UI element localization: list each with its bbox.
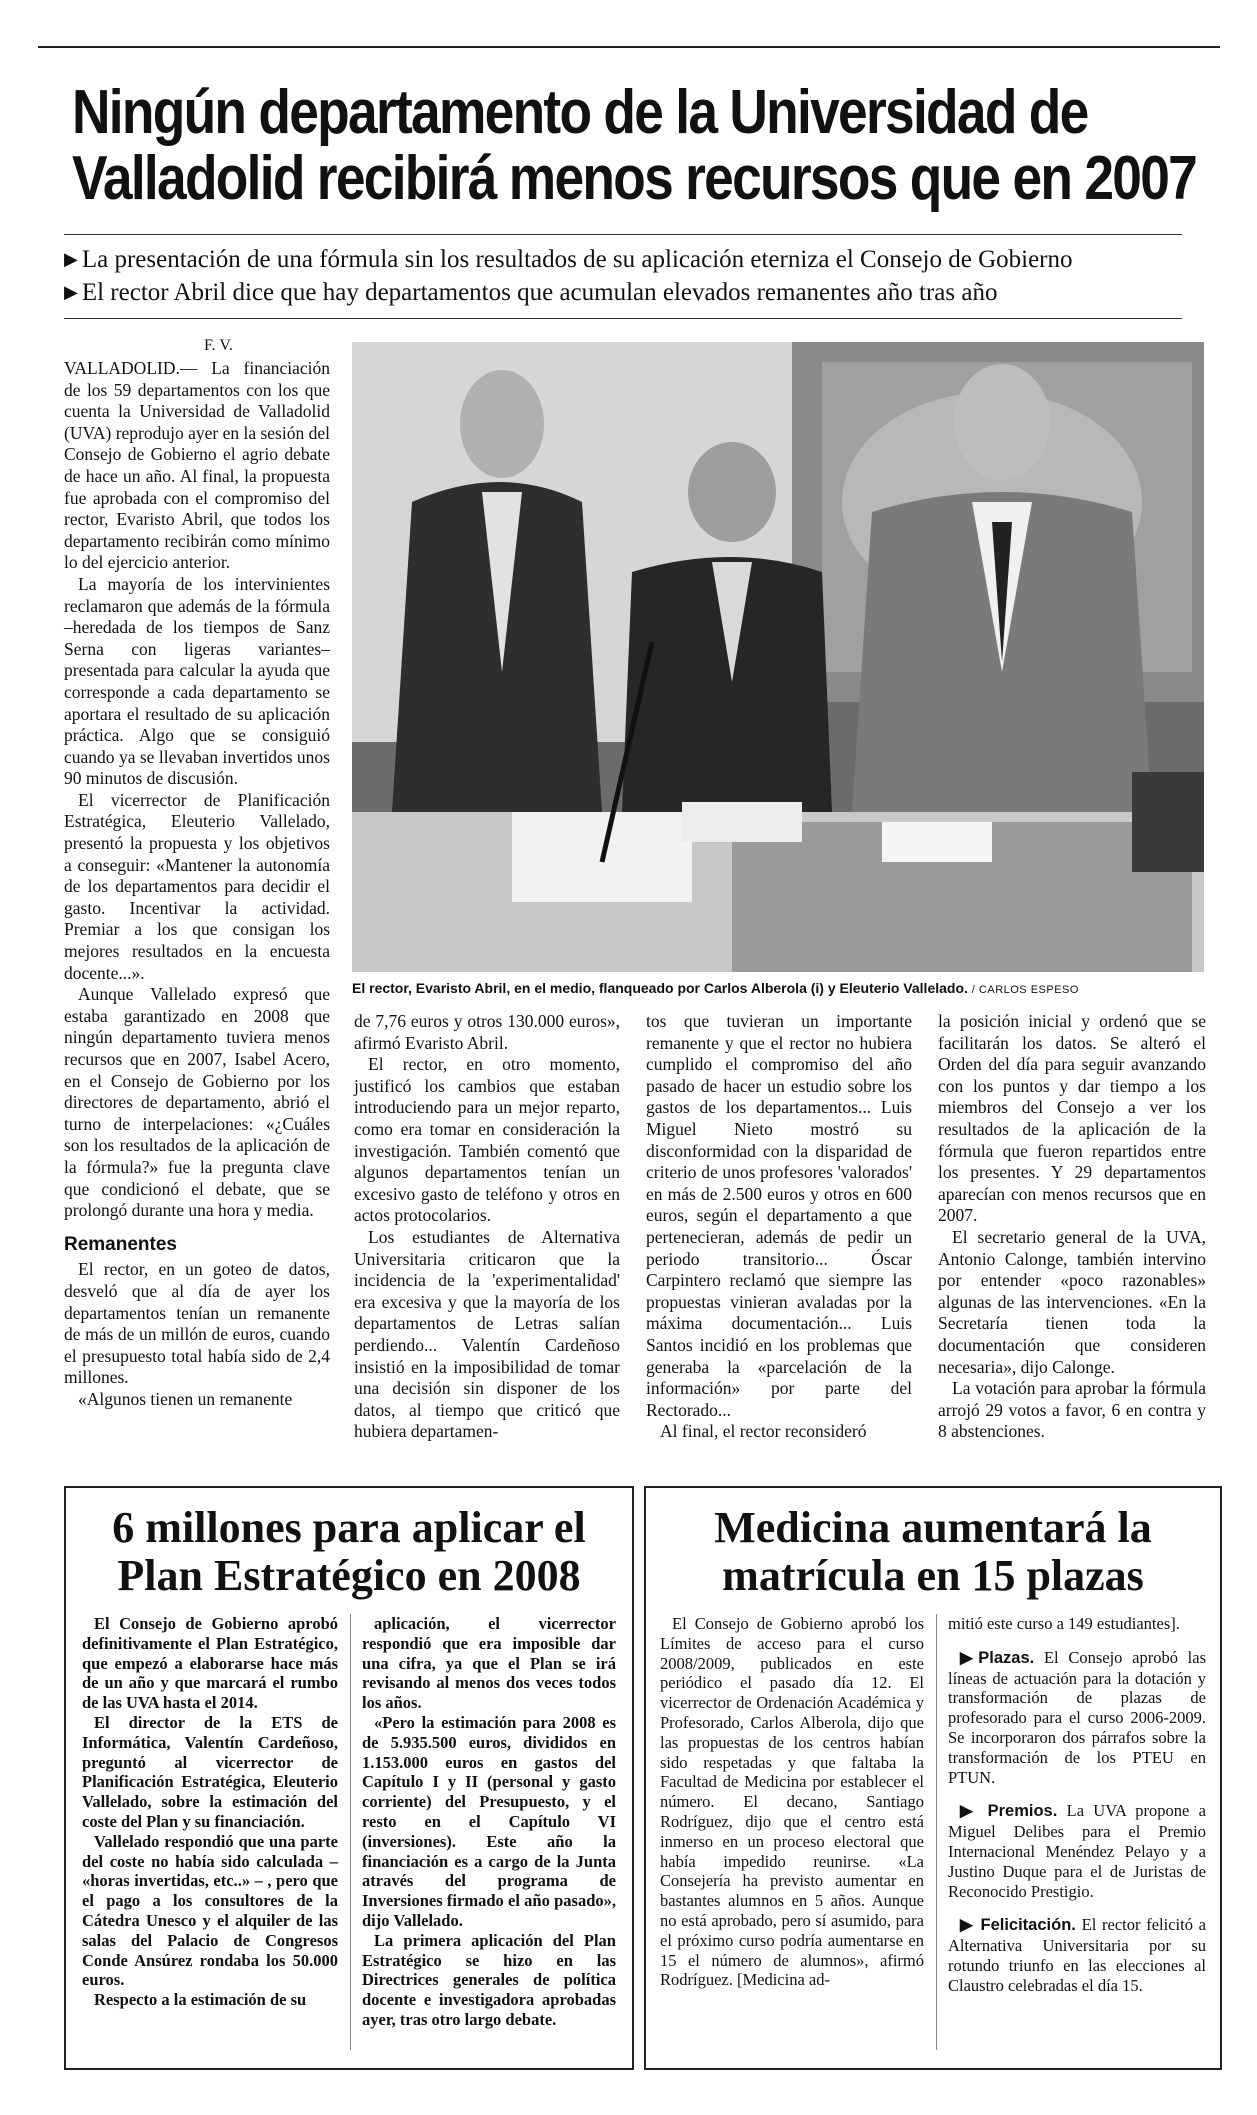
subhead-rule-bottom xyxy=(64,318,1182,319)
paragraph: Al final, el rector reconsideró xyxy=(660,1421,867,1442)
subheads xyxy=(64,244,1214,310)
paragraph: «Algunos tienen un remanente xyxy=(78,1388,293,1409)
bullet-text: El rector felicitó a Alternativa Universitaria por su rotundo triunfo en las elecciones al Claustro celebradas el día 15. xyxy=(948,1915,1207,1995)
box-title-line-2: matrícula en 15 plazas xyxy=(722,1551,1144,1600)
news-photo xyxy=(352,342,1204,972)
paragraph: VALLADOLID.— La financiación de los 59 departamentos con los que cuenta la Universidad de Valladolid (UVA) reprodujo ayer en la sesión del Consejo de Gobierno el agrio debate de hace un año. Al final, la propuesta fue aprobada con el compromiso del rector, Evaristo Abril, que todos los departamento recibirán como mínimo lo del ejercicio anterior. xyxy=(64,358,330,573)
paragraph: Los estudiantes de Alternativa Universitaria criticaron que la incidencia de la 'experimentalidad' era excesiva y que la mayoría de los departamentos de Letras salían perdiendo... Valentín Cardeñoso insistió en la imposibilidad de tomar una decisión sin disponer de los datos, al tiempo que criticó que hubiera departamen- xyxy=(354,1226,620,1442)
article-column-2 xyxy=(354,1011,620,1443)
photo-credit: / CARLOS ESPESO xyxy=(971,984,1079,996)
paragraph: El secretario general de la UVA, Antonio Calonge, también intervino por entender «poco razonables» algunas de las intervenciones. «En la Secretaría tienen toda la documentación que consideren necesaria», dijo Calonge. xyxy=(938,1226,1206,1377)
article-column-4 xyxy=(938,1011,1206,1443)
article-column-1 xyxy=(64,358,330,1411)
caption-text: El rector, Evaristo Abril, en el medio, flanqueado por Carlos Alberola (i) y Eleuterio Vallelado. xyxy=(352,980,968,996)
paragraph: Vallelado respondió que una parte del coste no había sido calculada – «horas invertidas, etc..» – , pero que el pago a los consultores de la Cátedra Unesco y el alquiler de las salas del Palacio de Congresos Conde Ansúrez rondaba los 50.000 euros. xyxy=(82,1831,338,1990)
article-column-3 xyxy=(646,1011,912,1443)
sidebar-box-plan-estrategico xyxy=(64,1486,634,2070)
paragraph: de 7,76 euros y otros 130.000 euros», afirmó Evaristo Abril. xyxy=(354,1011,620,1053)
paragraph: El vicerrector de Planificación Estratégica, Eleuterio Vallelado, presentó la propuesta y los objetivos a conseguir: «Mantener la autonomía de los departamentos para decidir el gasto. Incentivar la actividad. Premiar a los que consigan los mejores resultados en la encuesta docente...». xyxy=(64,789,330,983)
bullet-plazas xyxy=(948,1648,1206,1788)
paragraph: El rector, en otro momento, justificó los cambios que estaban introduciendo para un mejor reparto, como era tomar en consideración la investigación. También comentó que algunos departamentos tenían un excesivo gasto de teléfono y otros en actos protocolarios. xyxy=(354,1054,620,1226)
paragraph: La mayoría de los intervinientes reclamaron que además de la fórmula –heredada de los tiempos de Sanz Serna con ligeras variantes– presentada para calcular la ayuda que corresponde a cada departamento se aportara el resultado de su aplicación práctica. Algo que se consiguió cuando ya se llevaban invertidos unos 90 minutos de discusión. xyxy=(64,573,330,789)
bullet-label: Plazas. xyxy=(978,1648,1035,1667)
arrow-icon: ▶ xyxy=(960,1802,988,1821)
subhead-rule-top xyxy=(64,234,1182,235)
box-title-line-1: Medicina aumentará la xyxy=(714,1503,1152,1552)
paragraph: aplicación, el vicerrector respondió que era imposible dar una cifra, ya que el Plan se irá revisando al menos dos veces todos los años. xyxy=(362,1614,616,1713)
box-column-2 xyxy=(948,1614,1206,1996)
paragraph: El director de la ETS de Informática, Valentín Cardeñoso, preguntó al vicerrector de Planificación Estratégica, Eleuterio Vallelado, sobre la estimación del coste del Plan y su financiación. xyxy=(82,1712,338,1831)
headline-line-2: Valladolid recibirá menos recursos que en 2007 xyxy=(72,144,1197,213)
bullet-premios xyxy=(948,1801,1206,1901)
photo-caption xyxy=(352,980,1212,996)
column-divider xyxy=(936,1614,937,2050)
bullet-label: Felicitación. xyxy=(980,1916,1076,1935)
paragraph: Aunque Vallelado expresó que estaba garantizado en 2008 que ningún departamento tuviera menos recursos que en 2007, Isabel Acero, en el Consejo de Gobierno por los directores de departamento, abrió el turno de interpelaciones: «¿Cuáles son los resultados de la aplicación de la fórmula?» fue la pregunta clave que condicionó el debate, que se prolongó durante una hora y media. xyxy=(64,984,330,1221)
arrow-icon: ▶ xyxy=(960,1916,981,1935)
bullet-text: La UVA propone a Miguel Delibes para el Premio Internacional Menéndez Pelayo y a Justino Duque para el de Juristas de Reconocido Prestigio. xyxy=(948,1801,1206,1901)
paragraph: La primera aplicación del Plan Estratégico se hizo en las Directrices generales de política docente e investigadora aprobadas ayer, tras otro largo debate. xyxy=(362,1930,616,2029)
byline: F. V. xyxy=(204,337,233,354)
box-column-1 xyxy=(660,1614,924,1990)
box-title-line-1: 6 millones para aplicar el xyxy=(112,1503,586,1552)
headline-line-1: Ningún departamento de la Universidad de xyxy=(72,78,1088,147)
sidebar-box-medicina xyxy=(644,1486,1222,2070)
bullet-label: Premios. xyxy=(987,1802,1058,1821)
top-rule xyxy=(38,46,1220,48)
box-title-line-2: Plan Estratégico en 2008 xyxy=(117,1551,581,1600)
box-title xyxy=(66,1504,632,1600)
paragraph: Respecto a la estimación de su xyxy=(94,1990,307,2010)
subhead-1: ▶ La presentación de una fórmula sin los resultados de su aplicación eterniza el Consejo de Gobierno xyxy=(64,244,1214,277)
column-divider xyxy=(350,1614,351,2050)
arrow-icon: ▶ xyxy=(960,1648,979,1667)
paragraph: la posición inicial y ordenó que se facilitarán los datos. Se alteró el Orden del día para seguir avanzando con los puntos y dar tiempo a los miembros del Consejo a ver los resultados de la aplicación de la fórmula que fueron repartidos entre los presentes. Y 29 departamentos aparecían con menos recursos que en 2007. xyxy=(938,1011,1206,1226)
bullet-text: El Consejo aprobó las líneas de actuación para la dotación y transformación de plazas de profesorado para el curso 2006-2009. Se incorporaron dos párrafos sobre la transformación de los PTEU en PTUN. xyxy=(948,1647,1206,1787)
paragraph: El rector, en un goteo de datos, desveló que al día de ayer los departamentos tenían un remanente de más de un millón de euros, cuando el presupuesto total había sido de 2,4 millones. xyxy=(64,1259,330,1388)
paragraph: La votación para aprobar la fórmula arrojó 29 votos a favor, 6 en contra y 8 abstenciones. xyxy=(938,1378,1206,1442)
paragraph: El Consejo de Gobierno aprobó definitivamente el Plan Estratégico, que empezó a elaborarse hace más de un año y que marcará el rumbo de las UVA hasta el 2014. xyxy=(82,1614,338,1713)
paragraph: «Pero la estimación para 2008 es de 5.935.500 euros, divididos en 1.153.000 euros en gastos del Capítulo I y II (personal y gasto corriente) del Presupuesto, y el resto en el Capítulo VI (inversiones). Este año la financiación es a cargo de la Junta através del programa de Inversiones firmado el año pasado», dijo Vallelado. xyxy=(362,1712,616,1930)
paragraph: El Consejo de Gobierno aprobó los Límites de acceso para el curso 2008/2009, publicados en este periódico el pasado día 12. El vicerrector de Ordenación Académica y Profesorado, Carlos Alberola, dijo que las propuestas de los centros habían sido respetadas y que faltaba la Facultad de Medicina por establecer el número. El decano, Santiago Rodríguez, dijo que el centro está inmerso en un proceso electoral que había impedido reunirse. «La Consejería ha previsto aumentar en bastantes alumnos en 5 años. Aunque no está aprobado, pero sí asumido, para el próximo curso podría aumentarse en 15 el número de alumnos», afirmó Rodríguez. [Medicina ad- xyxy=(660,1614,924,1990)
paragraph: tos que tuvieran un importante remanente y que el rector no hubiera cumplido el compromiso del año pasado de hacer un estudio sobre los gastos de los departamentos... Luis Miguel Nieto mostró su disconformidad con la disparidad de criterio de unos profesores 'valorados' en más de 2.500 euros y otros en 600 euros, según el departamento a que pertenecieran, además de pedir un periodo transitorio... Óscar Carpintero reclamó que siempre las propuestas vinieran avaladas por la máxima documentación... Luis Santos incidió en los problemas que generaba la «parcelación de la información» por parte del Rectorado... xyxy=(646,1011,912,1420)
headline xyxy=(72,78,1197,213)
box-column-2 xyxy=(362,1614,616,2030)
paragraph: mitió este curso a 149 estudiantes]. xyxy=(948,1614,1180,1633)
subhead-2: ▶ El rector Abril dice que hay departamentos que acumulan elevados remanentes año tras año xyxy=(64,277,1214,310)
subtitle-remanentes: Remanentes xyxy=(64,1233,177,1255)
box-title xyxy=(646,1504,1220,1600)
bullet-felicitacion xyxy=(948,1915,1206,1995)
box-column-1 xyxy=(82,1614,338,2010)
photo-illustration xyxy=(352,342,1204,972)
